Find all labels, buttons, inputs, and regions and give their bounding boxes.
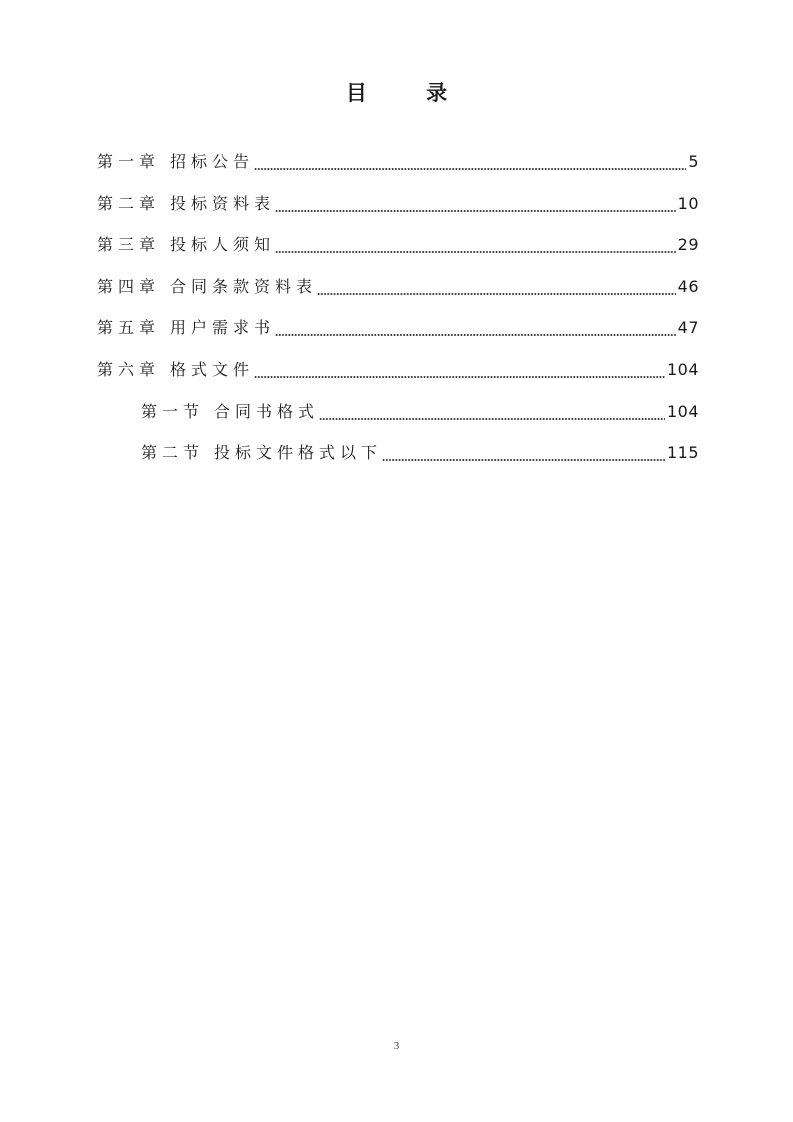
toc-entry-label [97, 316, 275, 340]
toc-chapter-number: 第五章 [97, 318, 161, 337]
toc-chapter-number: 第三章 [97, 235, 161, 254]
toc-page-number: 46 [677, 277, 699, 296]
toc-section-number: 第一节 [141, 402, 205, 421]
toc-chapter-number: 第四章 [97, 277, 161, 296]
toc-section-title: 合同书格式 [214, 402, 320, 421]
toc-chapter-title: 合同条款资料表 [170, 277, 318, 296]
toc-chapter-number: 第六章 [97, 360, 161, 379]
toc-entry-chapter-1[interactable] [97, 150, 699, 174]
toc-section-title: 投标文件格式以下 [214, 443, 383, 462]
toc-entry-label [141, 441, 382, 465]
toc-section-number: 第二节 [141, 443, 205, 462]
toc-dot-leader [275, 321, 676, 337]
toc-entry-chapter-3[interactable] [97, 233, 699, 257]
toc-chapter-title: 投标人须知 [170, 235, 276, 254]
toc-chapter-title: 用户需求书 [170, 318, 276, 337]
toc-page-number: 47 [677, 318, 699, 337]
toc-page-number: 115 [666, 443, 699, 462]
toc-chapter-number: 第二章 [97, 194, 161, 213]
toc-page-number: 104 [666, 402, 699, 421]
toc-entry-label [97, 358, 254, 382]
toc-page-number: 29 [677, 235, 699, 254]
toc-page-number: 5 [688, 152, 699, 171]
toc-entry-label [141, 400, 319, 424]
toc-dot-leader [317, 280, 676, 296]
page-footer-number: 3 [393, 1040, 400, 1052]
toc-entry-label [97, 150, 254, 174]
toc-dot-leader [275, 197, 676, 213]
toc-dot-leader [319, 405, 665, 421]
toc-entry-chapter-6[interactable] [97, 358, 699, 382]
toc-chapter-title: 投标资料表 [170, 194, 276, 213]
toc-entry-chapter-4[interactable] [97, 275, 699, 299]
toc-title: 目 录 [345, 81, 474, 105]
toc-dot-leader [275, 238, 676, 254]
toc-dot-leader [382, 446, 665, 462]
toc-entry-section-1[interactable] [141, 400, 699, 424]
toc-entry-section-2[interactable] [141, 441, 699, 465]
toc-entry-chapter-5[interactable] [97, 316, 699, 340]
toc-dot-leader [254, 363, 665, 379]
toc-entry-label [97, 275, 317, 299]
toc-entry-label [97, 192, 275, 216]
toc-chapter-title: 格式文件 [170, 360, 255, 379]
toc-page-number: 10 [677, 194, 699, 213]
toc-chapter-number: 第一章 [97, 152, 161, 171]
toc-page-number: 104 [666, 360, 699, 379]
toc-entry-chapter-2[interactable] [97, 192, 699, 216]
toc-dot-leader [254, 155, 686, 171]
toc-entry-label [97, 233, 275, 257]
toc-chapter-title: 招标公告 [170, 152, 255, 171]
